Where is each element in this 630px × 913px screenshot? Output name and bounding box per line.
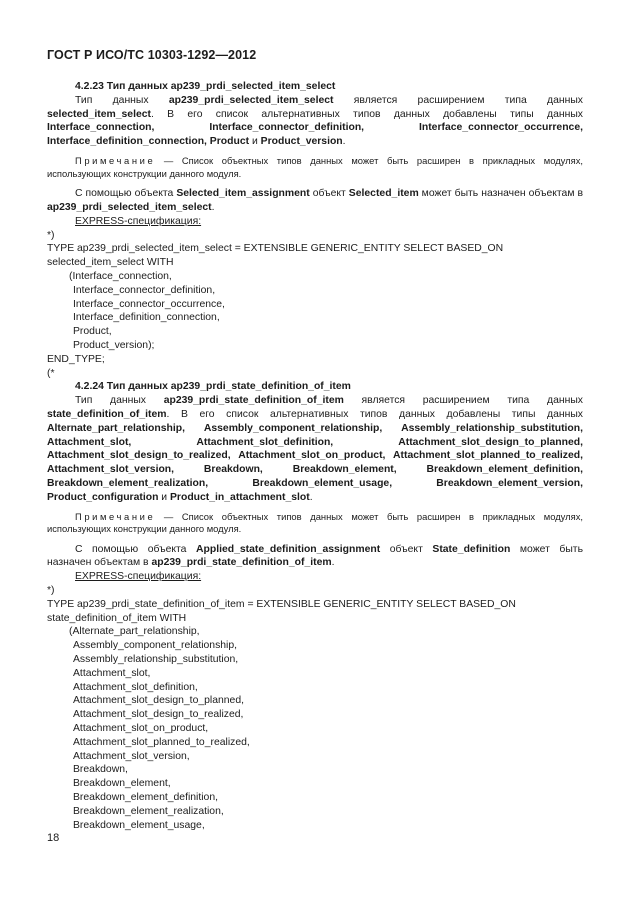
code-line: Interface_connector_occurrence, [73, 298, 225, 310]
express-code-block [47, 229, 583, 381]
code-line: Assembly_relationship_substitution, [73, 654, 239, 666]
code-line: Attachment_slot, [73, 667, 151, 679]
code-line: TYPE ap239_prdi_state_definition_of_item = EXTENSIBLE GENERIC_ENTITY SELECT BASED_ON [47, 598, 516, 610]
code-line: Interface_connector_definition, [73, 284, 216, 296]
page-number: 18 [47, 832, 60, 844]
section-heading: 4.2.24 Тип данных ap239_prdi_state_definition_of_item [75, 381, 351, 393]
section-paragraph: Тип данных ap239_prdi_selected_item_select является расширением типа данных selected_item_select. В его список альтернативных типов данных добавлены типы данных Interface_connection, Interface_connector_definition, Interface_connector_occurrence, Interface_definition_connection, Product и Product_version. [47, 94, 583, 148]
code-line: Breakdown, [73, 764, 128, 776]
code-line: (Alternate_part_relationship, [69, 626, 200, 638]
code-line: Breakdown_element_usage, [73, 819, 205, 831]
code-line: Product_version); [73, 339, 155, 351]
assignment-paragraph: С помощью объекта Selected_item_assignment объект Selected_item может быть назначен объектам в ap239_prdi_selected_item_select. [47, 188, 583, 213]
code-line: Attachment_slot_design_to_planned, [73, 695, 244, 707]
section-heading: 4.2.23 Тип данных ap239_prdi_selected_item_select [75, 81, 336, 92]
code-line: Attachment_slot_planned_to_realized, [73, 736, 250, 748]
code-line: END_TYPE; [47, 353, 105, 365]
express-spec-label: EXPRESS-спецификация: [75, 215, 202, 227]
note-paragraph: Примечание — Список объектных типов данных может быть расширен в прикладных модулях, использующих конструкции данного модуля. [47, 510, 583, 535]
note-paragraph: Примечание — Список объектных типов данных может быть расширен в прикладных модулях, использующих конструкции данного модуля. [47, 154, 583, 179]
code-line: Assembly_component_relationship, [73, 640, 238, 652]
express-code-block [47, 584, 583, 832]
code-line: Breakdown_element_realization, [73, 805, 224, 817]
code-line: TYPE ap239_prdi_selected_item_select = EXTENSIBLE GENERIC_ENTITY SELECT BASED_ON [47, 243, 504, 255]
code-line: Attachment_slot_design_to_realized, [73, 709, 244, 721]
code-line: Breakdown_element, [73, 778, 171, 790]
document-header: ГОСТ Р ИСО/ТС 10303-1292—2012 [47, 48, 257, 62]
code-line: (* [47, 367, 55, 379]
express-spec-label: EXPRESS-спецификация: [75, 571, 202, 583]
section-paragraph: Тип данных ap239_prdi_state_definition_of_item является расширением типа данных state_definition_of_item. В его список альтернативных типов данных добавлены типы данных Alternate_part_relationship, Assembly_component_relationship, Assembly_relationship_substitution, Attachment_slot, Attachment_slot_definition, Attachment_slot_design_to_planned, Attachment_slot_design_to_realized, Attachment_slot_on_product, Attachment_slot_planned_to_realized, Attachment_slot_version, Breakdown, Breakdown_element, Breakdown_element_definition, Breakdown_element_realization, Breakdown_element_usage, Breakdown_element_version, Product_configuration и Product_in_attachment_slot. [47, 395, 583, 503]
code-line: state_definition_of_item WITH [47, 612, 187, 624]
code-line: Breakdown_element_definition, [73, 792, 218, 804]
assignment-paragraph: С помощью объекта Applied_state_definition_assignment объект State_definition может быть назначен объектам в ap239_prdi_state_definition_of_item. [47, 543, 583, 569]
code-line: *) [47, 585, 55, 597]
code-line: (Interface_connection, [69, 270, 172, 282]
code-line: Attachment_slot_definition, [73, 681, 198, 693]
code-line: Attachment_slot_version, [73, 750, 190, 762]
code-line: selected_item_select WITH [47, 257, 174, 269]
page-content [47, 80, 583, 832]
code-line: *) [47, 229, 55, 241]
code-line: Interface_definition_connection, [73, 312, 220, 324]
code-line: Attachment_slot_on_product, [73, 723, 209, 735]
code-line: Product, [73, 326, 112, 338]
